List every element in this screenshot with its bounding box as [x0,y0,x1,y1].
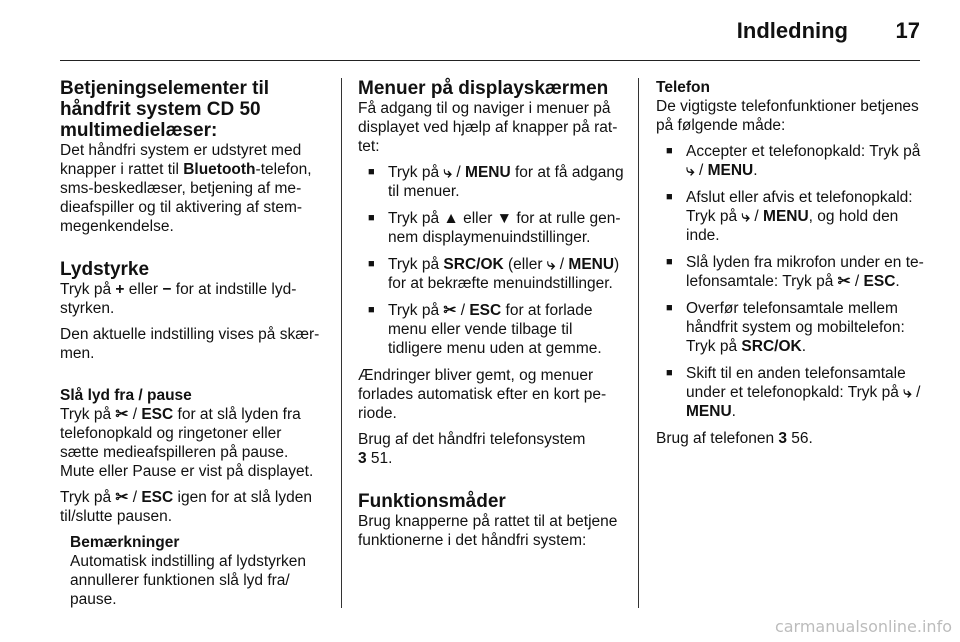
list-item: ■ Slå lyden fra mikrofon under en telefonsamtale: Tryk på ✂ / ESC. [666,253,926,291]
phone-icon: ⤷ [741,208,751,225]
list-item: ■ Overfør telefonsamtale mellem håndfrit system og mobiltelefon: Tryk på SRC/OK. [666,299,926,356]
phone-icon: ⤷ [443,164,453,181]
subsection-heading: Telefon [656,79,710,96]
list-item: ■ Tryk på SRC/OK (eller ⤷ / MENU) for at bekræfte menuindstillinger. [368,255,624,293]
minus-icon: − [162,281,172,298]
reference-arrow-icon: 3 [778,430,787,447]
column-right [656,78,926,455]
arrow-up-icon: ▲ [443,210,459,227]
mute-icon: ✂ [115,406,129,423]
bullet-list [656,142,926,421]
mute-icon: ✂ [115,489,129,506]
phone-icon: ⤷ [686,162,695,179]
mute-icon: ✂ [837,273,851,290]
watermark: carmanualsonline.info [774,617,952,636]
phone-icon: ⤷ [546,256,556,273]
paragraph: Ændringer bliver gemt, og menuer forlades automatisk efter en kort periode. [358,367,607,422]
column-left [60,78,324,616]
paragraph: Brug af det håndfri telefonsystem 3 51. [358,431,586,467]
section-heading: Menuer på displayskærmen [358,78,609,99]
column-divider [638,78,639,608]
paragraph: Brug knapperne på rattet til at betjene funktionerne i det håndfri system: [358,513,618,549]
note-heading: Bemærkninger [70,534,180,551]
subsection-heading: Slå lyd fra / pause [60,387,192,404]
list-item: ■ Tryk på ▲ eller ▼ for at rulle gennem displaymenuindstillinger. [368,209,624,247]
phone-icon: ⤷ [903,384,912,401]
paragraph: Tryk på ✂ / ESC igen for at slå lyden til/slutte pausen. [60,489,312,525]
section-heading: Betjeningselementer til håndfrit system CD 50 multimedielæser: [60,78,270,141]
list-item: ■ Skift til en anden telefonsamtale under et telefonopkald: Tryk på ⤷ / MENU. [666,364,926,421]
paragraph: Den aktuelle indstilling vises på skærmen. [60,326,320,362]
section-heading: Funktionsmåder [358,491,506,512]
column-divider [341,78,342,608]
paragraph: Få adgang til og naviger i menuer på displayet ved hjælp af knapper på rattet: [358,100,618,155]
section-heading: Lydstyrke [60,259,150,280]
header-rule [60,60,920,61]
paragraph: Brug af telefonen 3 56. [656,430,813,447]
header-title: Indledning [736,18,848,43]
note-text: Automatisk indstilling af lydstyrken annullerer funktionen slå lyd fra/ pause. [70,553,307,608]
bullet-list [358,163,624,358]
column-middle [358,78,624,557]
paragraph: Tryk på + eller − for at indstille lydstyrken. [60,281,297,317]
list-item: ■ Tryk på ⤷ / MENU for at få adgang til menuer. [368,163,624,201]
page-reference[interactable]: 56. [787,430,813,447]
note-box [70,533,324,609]
page-reference[interactable]: 51. [366,450,393,467]
list-item: ■ Afslut eller afvis et telefonopkald: Tryk på ⤷ / MENU, og hold den inde. [666,188,926,245]
list-item: ■ Tryk på ✂ / ESC for at forlade menu eller vende tilbage til tidligere menu uden at gemme. [368,301,624,358]
mute-icon: ✂ [443,302,457,319]
page-number: 17 [895,18,920,43]
paragraph: De vigtigste telefonfunktioner betjenes på følgende måde: [656,98,919,134]
reference-arrow-icon: 3 [358,450,367,467]
paragraph: Tryk på ✂ / ESC for at slå lyden fra telefonopkald og ringetoner eller sætte medieafspilleren på pause. Mute eller Pause er vist på displayet. [60,406,314,480]
list-item: ■ Accepter et telefonopkald: Tryk på ⤷ / MENU. [666,142,926,180]
page-header [0,0,960,62]
paragraph: Det håndfri system er udstyret med knapper i rattet til Bluetooth-telefon, sms-beskedlæser, betjening af medieafspiller og til aktivering af stemmegenkendelse. [60,142,312,235]
plus-icon: + [115,281,125,298]
arrow-down-icon: ▼ [496,210,513,227]
